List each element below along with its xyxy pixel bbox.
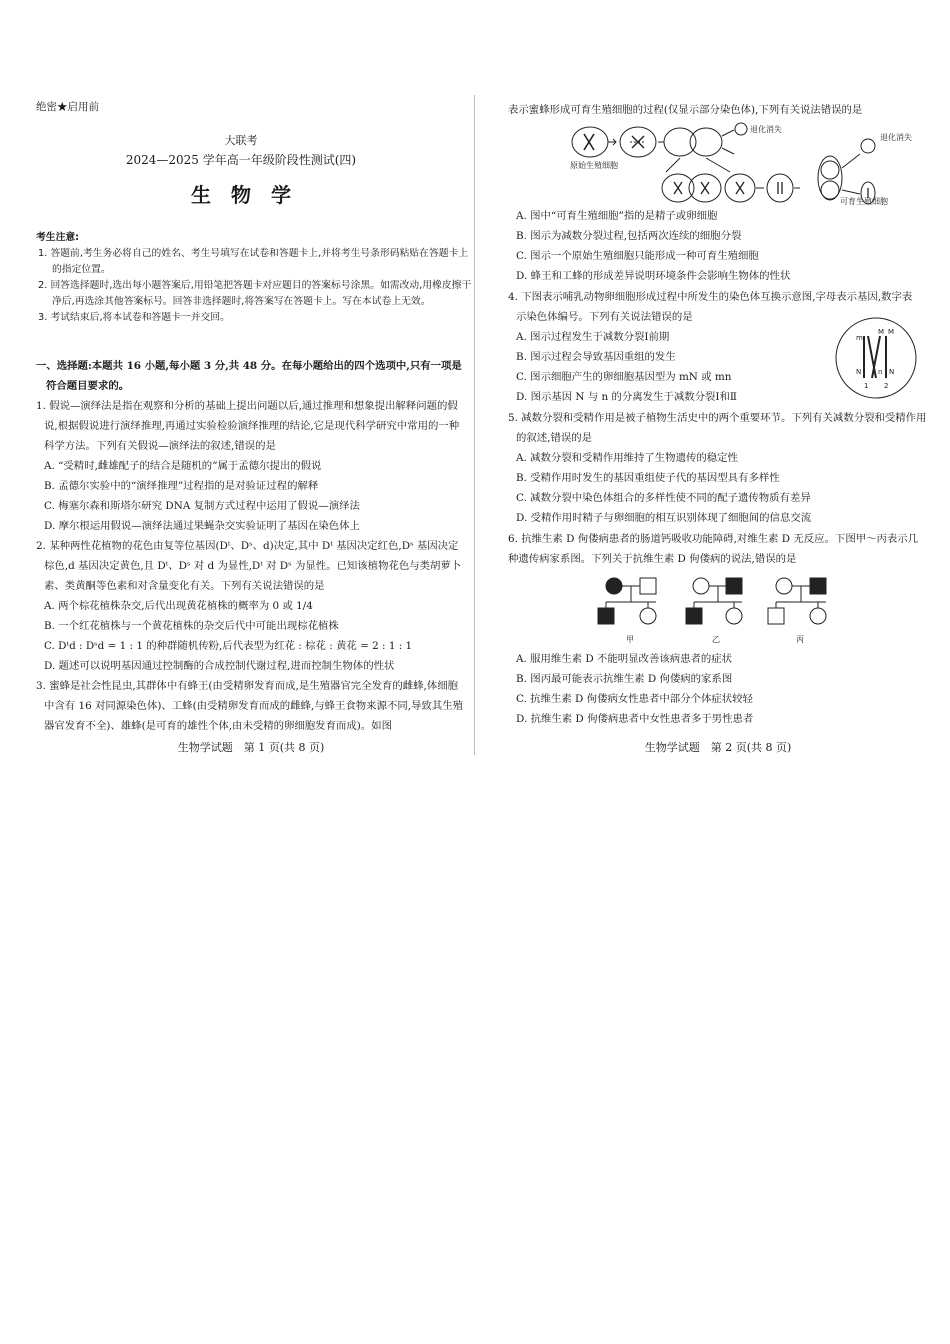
option: C. 减数分裂中染色体组合的多样性使不同的配子遗传物质有差异 xyxy=(516,492,811,504)
option: B. 受精作用时发生的基因重组使子代的基因型具有多样性 xyxy=(516,472,780,484)
option: A. 服用维生素 D 不能明显改善该病患者的症状 xyxy=(516,653,733,665)
section-heading: 一、选择题:本题共 16 小题,每小题 3 分,共 48 分。在每小题给出的四个选项中,只有一项是符合题目要求的。 xyxy=(36,360,462,392)
fertile-cell-label: 可育生殖细胞 xyxy=(840,197,888,206)
question-4-stem: 4. 下图表示哺乳动物卵细胞形成过程中所发生的染色体互换示意图,字母表示基因,数字表示染色体编号。下列有关说法错误的是 xyxy=(508,291,913,323)
question-3-continued: 表示蜜蜂形成可育生殖细胞的过程(仅显示部分染色体),下列有关说法错误的是 xyxy=(508,104,863,116)
column-divider xyxy=(474,95,475,755)
question-6-stem: 6. 抗维生素 D 佝偻病患者的肠道钙吸收功能障碍,对维生素 D 无反应。下图甲～丙表示几种遗传病家系图。下列关于抗维生素 D 佝偻病的说法,错误的是 xyxy=(508,533,919,565)
gene-label: N xyxy=(856,368,862,376)
option: B. 图丙最可能表示抗维生素 D 佝偻病的家系图 xyxy=(516,673,733,685)
gene-label: m xyxy=(856,334,863,342)
option: C. 图示一个原始生殖细胞只能形成一种可育生殖细胞 xyxy=(516,250,759,262)
question-6-options xyxy=(508,649,928,729)
bee-meiosis-figure xyxy=(568,120,928,206)
gene-label: M xyxy=(888,328,895,336)
union-name: 大联考 xyxy=(224,134,258,147)
notice-title: 考生注意: xyxy=(36,232,80,243)
exam-title: 2024—2025 学年高一年级阶段性测试(四) xyxy=(125,153,357,167)
notice-item: 3. 考试结束后,将本试卷和答题卡一并交回。 xyxy=(38,312,230,323)
question-5-stem: 5. 减数分裂和受精作用是被子植物生活史中的两个重要环节。下列有关减数分裂和受精作用的叙述,错误的是 xyxy=(508,412,927,444)
option: D. 摩尔根运用假说—演绎法通过果蝇杂交实验证明了基因在染色体上 xyxy=(44,520,360,532)
option: D. 蜂王和工蜂的形成差异说明环境条件会影响生物体的性状 xyxy=(516,270,791,282)
pedigree-label: 乙 xyxy=(712,635,720,644)
original-cell-label: 原始生殖细胞 xyxy=(570,161,618,170)
option: B. 图示过程会导致基因重组的发生 xyxy=(516,351,676,363)
subject-title: 生 物 学 xyxy=(191,183,291,207)
footer-left: 生物学试题 第 1 页(共 8 页) xyxy=(177,741,325,754)
option: B. 一个红花植株与一个黄花植株的杂交后代中可能出现棕花植株 xyxy=(44,620,339,632)
notice-item: 1. 答题前,考生务必将自己的姓名、考生号填写在试卷和答题卡上,并将考生号条形码粘贴在答题卡上的指定位置。 xyxy=(38,248,469,275)
question-5 xyxy=(508,408,928,528)
option: A. “受精时,雌雄配子的结合是随机的”属于孟德尔提出的假说 xyxy=(44,460,322,472)
notice-block xyxy=(36,230,476,326)
chromosome-number: 2 xyxy=(884,382,889,390)
degenerate-label: 退化消失 xyxy=(880,133,912,142)
pedigree-label: 甲 xyxy=(626,635,634,644)
gene-label: n xyxy=(878,368,883,376)
option: C. 抗维生素 D 佝偻病女性患者中部分个体症状较轻 xyxy=(516,693,753,705)
chromosome-number: 1 xyxy=(864,382,869,390)
option: A. 图示过程发生于减数分裂Ⅰ前期 xyxy=(516,331,670,343)
option: A. 图中“可育生殖细胞”指的是精子或卵细胞 xyxy=(516,210,718,222)
secret-mark: 绝密★启用前 xyxy=(36,101,99,113)
option: B. 孟德尔实验中的“演绎推理”过程指的是对验证过程的解释 xyxy=(44,480,319,492)
option: A. 两个棕花植株杂交,后代出现黄花植株的概率为 0 或 1/4 xyxy=(44,600,313,612)
pedigree-label: 丙 xyxy=(796,635,804,644)
option: D. 题述可以说明基因通过控制酶的合成控制代谢过程,进而控制生物体的性状 xyxy=(44,660,395,672)
crossing-over-figure xyxy=(834,316,918,400)
option: A. 减数分裂和受精作用维持了生物遗传的稳定性 xyxy=(516,452,738,464)
question-2-stem: 2. 某种两性花植物的花色由复等位基因(Dᵗ、Dˢ、d)决定,其中 Dᵗ 基因决定红色,Dˢ 基因决定棕色,d 基因决定黄色,且 Dᵗ、Dˢ 对 d 为显性,Dᵗ 对 Dˢ 为显性。已知该植物花色与类胡萝卜素、类黄酮等色素和对含量变化有关。下列有关说法错误的是 xyxy=(36,540,462,592)
gene-label: M xyxy=(878,328,885,336)
question-3-stem: 3. 蜜蜂是社会性昆虫,其群体中有蜂王(由受精卵发育而成,是生殖器官完全发育的雌蜂,体细胞中含有 16 对同源染色体)、工蜂(由受精卵发育而成的雌蜂,与蜂王食物来源不同,导致其生殖器官发育不全)、雄蜂(是可育的雄性个体,由未受精的卵细胞发育而成)。如图 xyxy=(36,680,463,732)
option: B. 图示为减数分裂过程,包括两次连续的细胞分裂 xyxy=(516,230,742,242)
question-1-stem: 1. 假说—演绎法是指在观察和分析的基础上提出问题以后,通过推理和想象提出解释问题的假说,根据假说进行演绎推理,再通过实验检验演绎推理的结论,它是现代科学研究中常用的一种科学方法。下列有关假说—演绎法的叙述,错误的是 xyxy=(36,400,460,452)
option: D. 受精作用时精子与卵细胞的相互识别体现了细胞间的信息交流 xyxy=(516,512,812,524)
footer-right: 生物学试题 第 2 页(共 8 页) xyxy=(644,741,792,754)
questions-left xyxy=(36,396,466,736)
option: C. Dᵗd : Dˢd = 1 : 1 的种群随机传粉,后代表型为红花 : 棕花 : 黄花 = 2 : 1 : 1 xyxy=(44,640,413,652)
gene-label: N xyxy=(889,368,895,376)
pedigree-figure xyxy=(588,574,848,646)
option: C. 图示细胞产生的卵细胞基因型为 mN 或 mn xyxy=(516,371,732,383)
option: C. 梅塞尔森和斯塔尔研究 DNA 复制方式过程中运用了假说—演绎法 xyxy=(44,500,360,512)
option: D. 抗维生素 D 佝偻病患者中女性患者多于男性患者 xyxy=(516,713,754,725)
question-3-options xyxy=(508,206,928,286)
degenerate-label: 退化消失 xyxy=(750,125,782,134)
notice-item: 2. 回答选择题时,选出每小题答案后,用铅笔把答题卡对应题目的答案标号涂黑。如需改动,用橡皮擦干净后,再选涂其他答案标号。回答非选择题时,将答案写在答题卡上。写在本试卷上无效。 xyxy=(38,280,472,307)
option: D. 图示基因 N 与 n 的分离发生于减数分裂Ⅰ和Ⅱ xyxy=(516,391,737,403)
